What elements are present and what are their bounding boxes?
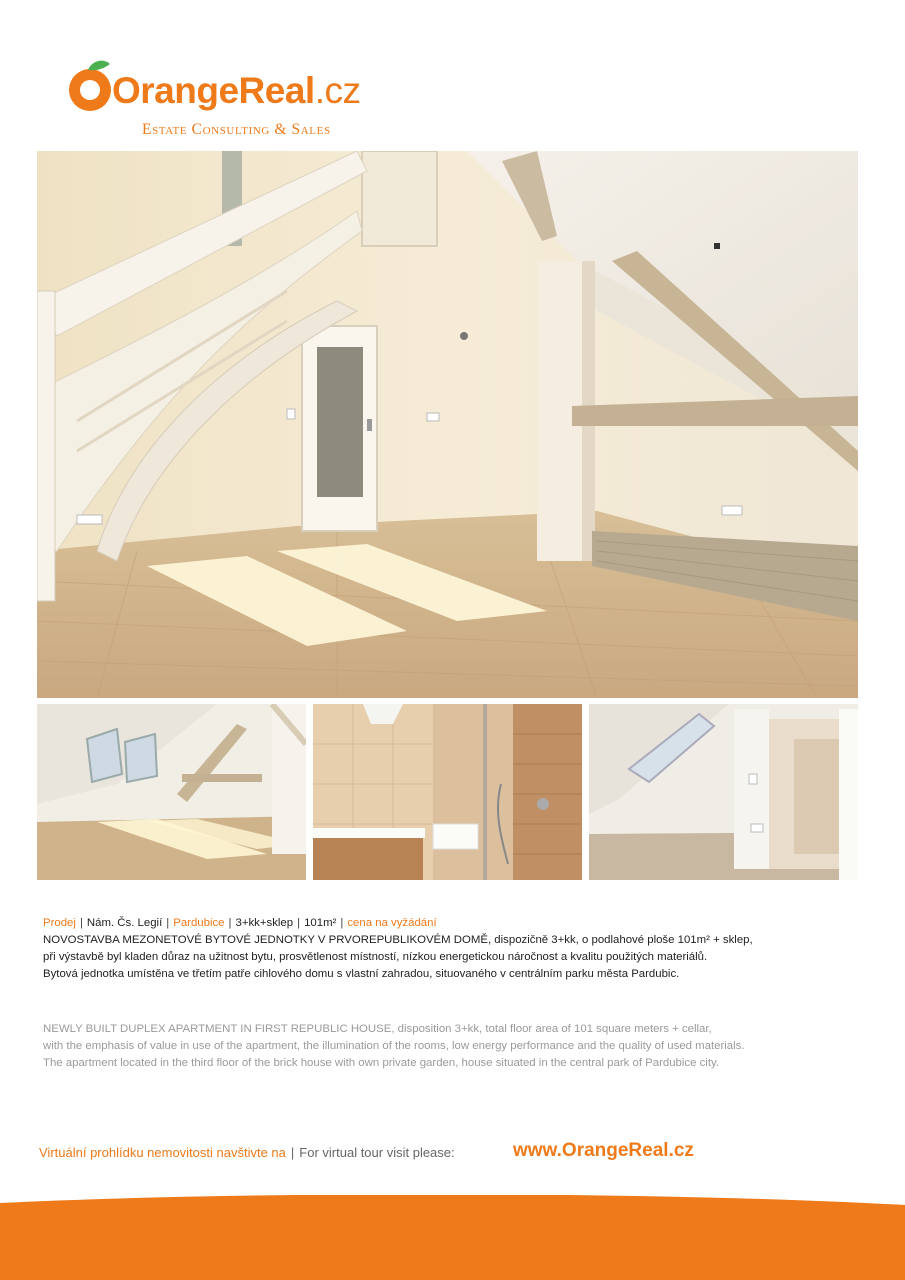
meta-separator: |: [340, 917, 344, 929]
bathroom-image: [313, 704, 582, 880]
meta-separator: |: [79, 917, 83, 929]
cz-description-line-2: při výstavbě byl kladen důraz na užitnost bytu, prosvětlenost místností, nízkou energetickou náročnost a kvalitu použitých materiálů.: [43, 951, 708, 963]
listing-address: Nám. Čs. Legií: [86, 917, 163, 929]
orange-wave-shape: [0, 1195, 905, 1280]
thumbnail-attic-room[interactable]: [37, 704, 306, 880]
meta-separator: |: [166, 917, 170, 929]
thumbnail-bedroom[interactable]: [589, 704, 858, 880]
brand-name-tld: .cz: [314, 70, 361, 111]
brand-name: [112, 72, 360, 109]
en-description-line-2: with the emphasis of value in use of the apartment, the illumination of the rooms, low energy performance and the quality of used materials.: [43, 1040, 745, 1052]
listing-price: cena na vyžádání: [347, 917, 437, 929]
virtual-tour-text-en: For virtual tour visit please:: [299, 1145, 455, 1160]
listing-description-en: [43, 1021, 873, 1072]
en-description-line-1: NEWLY BUILT DUPLEX APARTMENT IN FIRST REPUBLIC HOUSE, disposition 3+kk, total floor area of 101 square meters + cellar,: [43, 1023, 712, 1035]
listing-area: 101m²: [304, 917, 337, 929]
cz-description-line-1: NOVOSTAVBA MEZONETOVÉ BYTOVÉ JEDNOTKY V PRVOREPUBLIKOVÉM DOMĚ, dispozičně 3+kk, o podlahové ploše 101m² + sklep,: [43, 934, 753, 946]
attic-room-skylights-image: [37, 704, 306, 880]
footer-separator: |: [290, 1145, 295, 1160]
en-description-line-3: The apartment located in the third floor of the brick house with own private garden, house situated in the central park of Pardubice city.: [43, 1057, 720, 1069]
website-link[interactable]: www.OrangeReal.cz: [513, 1140, 694, 1161]
loft-living-room-image: [37, 151, 858, 698]
bedroom-skylight-image: [589, 704, 858, 880]
listing-layout: 3+kk+sklep: [235, 917, 294, 929]
listing-type: Prodej: [43, 917, 76, 929]
bottom-decorative-band: [0, 1195, 905, 1280]
brand-name-main: OrangeReal: [112, 70, 315, 111]
cz-description-line-3: Bytová jednotka umístěna ve třetím patře cihlového domu s vlastní zahradou, situovaného v centrálním parku města Pardubic.: [43, 968, 680, 980]
thumbnail-bathroom[interactable]: [313, 704, 582, 880]
orange-fruit-icon: [66, 58, 116, 114]
meta-separator: |: [228, 917, 232, 929]
virtual-tour-footer: [39, 1140, 859, 1166]
main-photo[interactable]: [37, 151, 858, 698]
brand-logo[interactable]: [66, 54, 386, 144]
listing-description-cz: [43, 915, 863, 983]
virtual-tour-text-cz: Virtuální prohlídku nemovitosti navštivte na: [39, 1145, 286, 1160]
brand-tagline: Estate Consulting & Sales: [142, 121, 331, 138]
listing-city: Pardubice: [173, 917, 225, 929]
meta-separator: |: [297, 917, 301, 929]
listing-meta-line: [43, 915, 863, 932]
